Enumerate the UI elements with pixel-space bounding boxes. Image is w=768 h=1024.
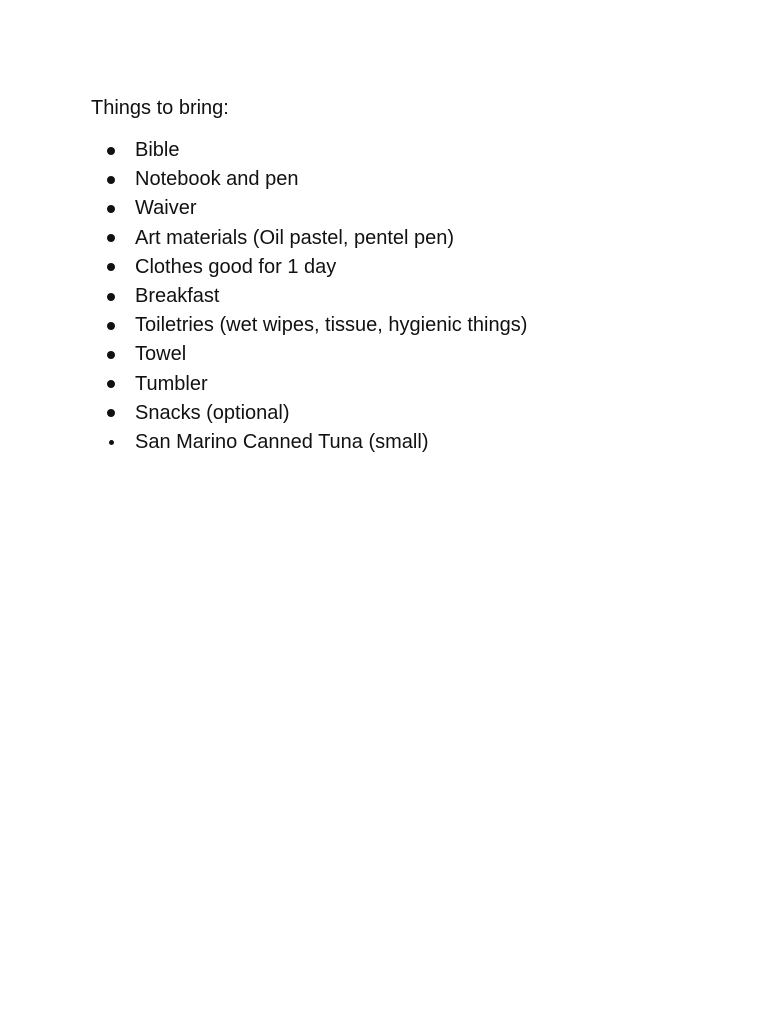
list-item: [91, 399, 527, 428]
list-item-text: Tumbler: [135, 372, 208, 395]
list-item: [91, 194, 527, 223]
bullet-icon: [91, 147, 135, 155]
list-item: [91, 282, 527, 311]
bullet-icon: [91, 293, 135, 301]
list-item: [91, 136, 527, 165]
list-item-text: Snacks (optional): [135, 401, 290, 424]
list-item-text: San Marino Canned Tuna (small): [135, 430, 429, 453]
list-heading: Things to bring:: [91, 97, 229, 119]
list-item: [91, 311, 527, 340]
list-item: [91, 165, 527, 194]
list-item: [91, 253, 527, 282]
list-item-text: Clothes good for 1 day: [135, 255, 337, 278]
list-item-text: Waiver: [135, 197, 197, 220]
list-item-text: Bible: [135, 139, 180, 162]
list-item-text: Breakfast: [135, 285, 220, 308]
bullet-icon: [91, 351, 135, 359]
list-item-text: Art materials (Oil pastel, pentel pen): [135, 226, 455, 249]
bullet-icon: [91, 440, 135, 445]
list-item: [91, 224, 527, 253]
list-item: [91, 340, 527, 369]
bullet-icon: [91, 409, 135, 417]
bullet-icon: [91, 176, 135, 184]
list-item-text: Notebook and pen: [135, 168, 299, 191]
bullet-icon: [91, 205, 135, 213]
list-item-text: Toiletries (wet wipes, tissue, hygienic things): [135, 314, 528, 337]
list-item: [91, 370, 527, 399]
list-item: [91, 428, 527, 457]
bullet-icon: [91, 234, 135, 242]
bullet-icon: [91, 322, 135, 330]
things-to-bring-list: [91, 136, 527, 457]
bullet-icon: [91, 263, 135, 271]
list-item-text: Towel: [135, 343, 187, 366]
bullet-icon: [91, 380, 135, 388]
